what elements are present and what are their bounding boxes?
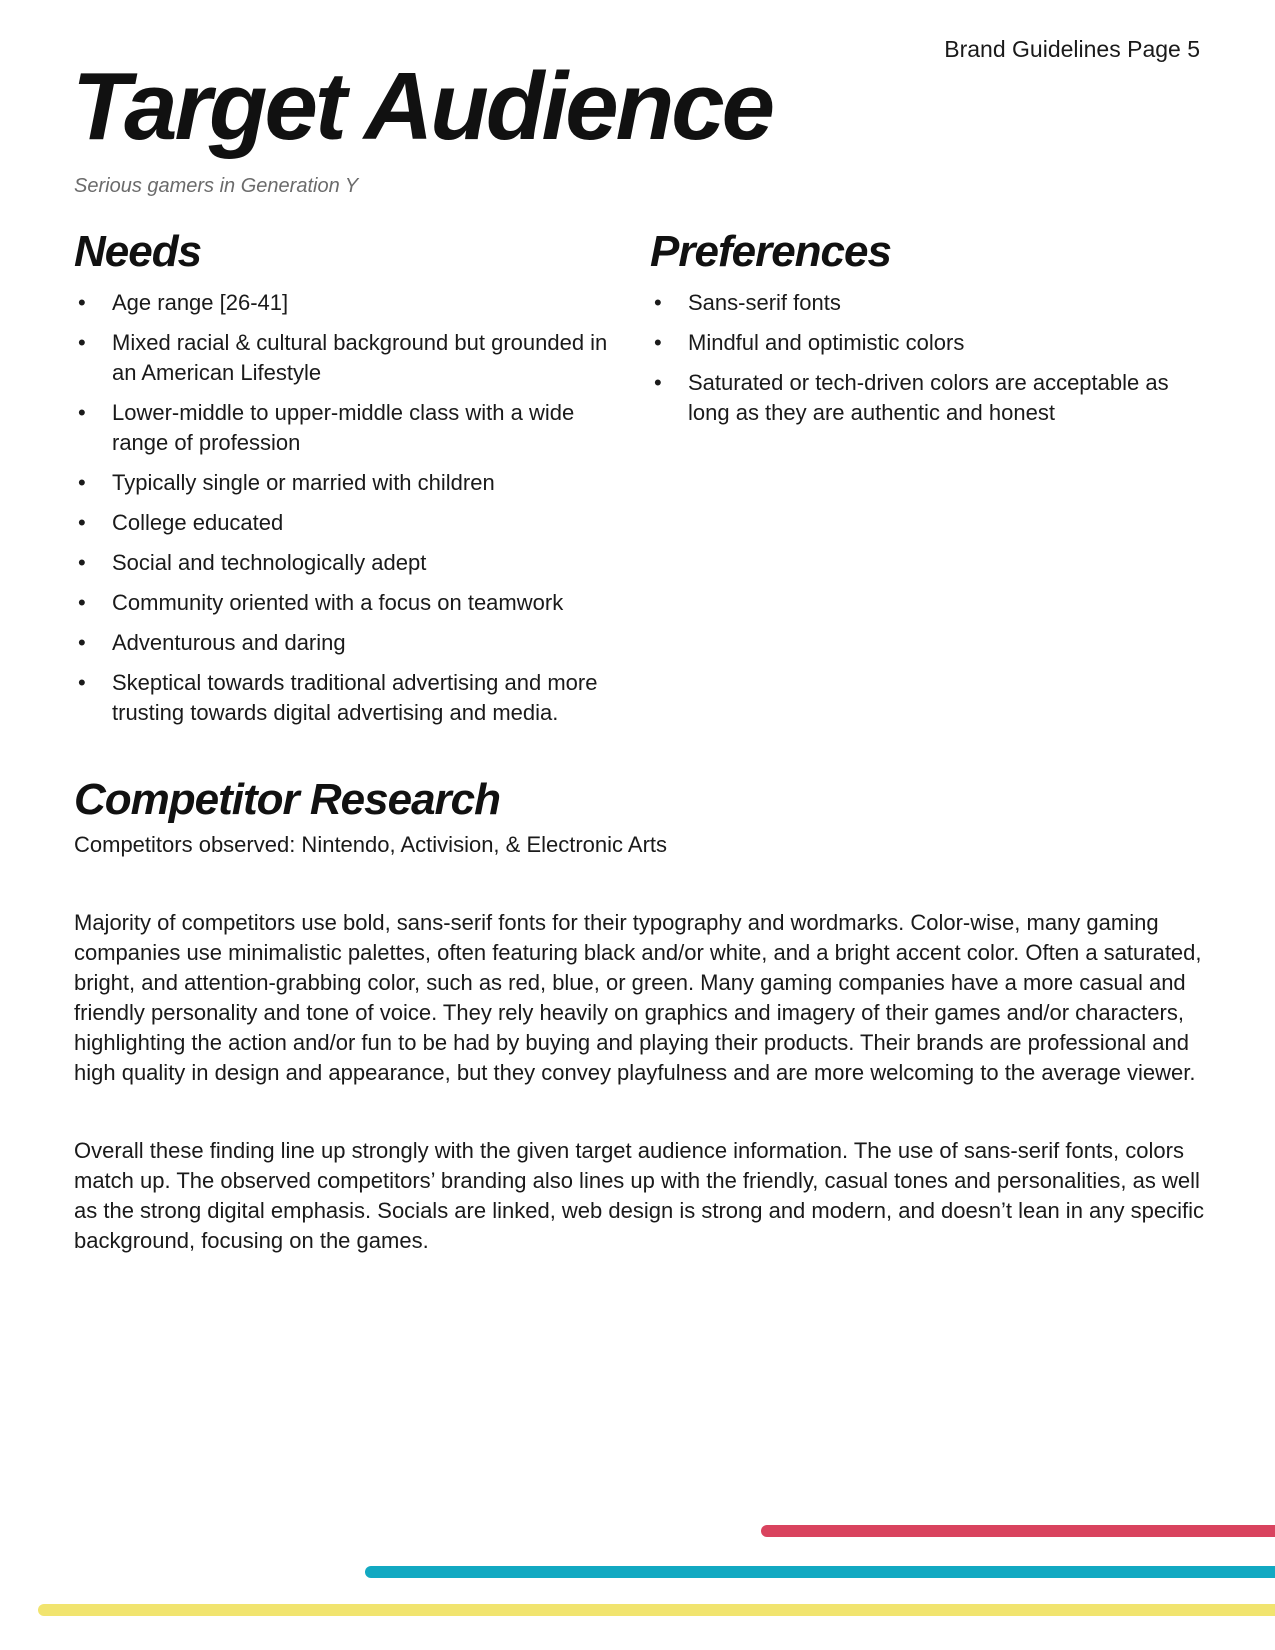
bullet-icon: •: [78, 330, 86, 356]
bullet-icon: •: [78, 290, 86, 316]
needs-heading: Needs: [74, 227, 202, 276]
list-item-text: Age range [26-41]: [112, 290, 289, 316]
list-item: [74, 288, 634, 318]
list-item-text: Typically single or married with children: [112, 470, 495, 496]
list-item: [650, 368, 1195, 428]
preferences-list: [650, 288, 1195, 428]
list-item-text: Social and technologically adept: [112, 550, 427, 576]
bullet-icon: •: [78, 470, 86, 496]
bullet-icon: •: [654, 290, 662, 316]
list-item: [650, 328, 1195, 358]
competitor-heading: Competitor Research: [74, 775, 501, 824]
bullet-icon: •: [78, 630, 86, 656]
list-item-text: Saturated or tech-driven colors are acceptable as long as they are authentic and honest: [688, 370, 1169, 426]
list-item-text: Skeptical towards traditional advertising and more trusting towards digital advertising and media.: [112, 670, 598, 726]
bullet-icon: •: [78, 510, 86, 536]
competitor-paragraph-1: Majority of competitors use bold, sans-serif fonts for their typography and wordmarks. Color-wise, many gaming companies use minimalistic palettes, often featuring black and/or white, and a bright accent color. Often a saturated, bright, and attention-grabbing color, such as red, blue, or green. Many gaming companies have a more casual and friendly personality and tone of voice. They rely heavily on graphics and imagery of their games and/or characters, highlighting the action and/or fun to be had by buying and playing their products. Their brands are professional and high quality in design and appearance, but they convey playfulness and are more welcoming to the average viewer.: [74, 910, 1202, 1086]
page-title: Target Audience: [72, 53, 773, 160]
list-item: [650, 288, 1195, 318]
decorative-yellow-stripe: [38, 1604, 1275, 1616]
list-item-text: Mixed racial & cultural background but grounded in an American Lifestyle: [112, 330, 608, 386]
preferences-section: [650, 228, 1195, 438]
list-item: [74, 398, 634, 458]
preferences-heading: Preferences: [650, 227, 891, 276]
bullet-icon: •: [78, 400, 86, 426]
page-label: Brand Guidelines Page 5: [944, 36, 1200, 62]
decorative-teal-stripe: [365, 1566, 1275, 1578]
needs-list: [74, 288, 634, 728]
bullet-icon: •: [78, 670, 86, 696]
decorative-red-stripe: [761, 1525, 1275, 1537]
bullet-icon: •: [78, 550, 86, 576]
bullet-icon: •: [654, 370, 662, 396]
list-item-text: Adventurous and daring: [112, 630, 346, 656]
needs-section: [74, 228, 634, 738]
list-item: [74, 328, 634, 388]
list-item-text: Community oriented with a focus on teamwork: [112, 590, 564, 616]
list-item: [74, 468, 634, 498]
list-item-text: Mindful and optimistic colors: [688, 330, 965, 356]
competitors-observed: Competitors observed: Nintendo, Activision, & Electronic Arts: [74, 832, 668, 858]
competitor-research-section: [74, 776, 1204, 1256]
list-item: [74, 628, 634, 658]
list-item: [74, 548, 634, 578]
list-item-text: Sans-serif fonts: [688, 290, 841, 316]
list-item: [74, 508, 634, 538]
list-item-text: Lower-middle to upper-middle class with a wide range of profession: [112, 400, 575, 456]
list-item: [74, 588, 634, 618]
list-item-text: College educated: [112, 510, 284, 536]
bullet-icon: •: [654, 330, 662, 356]
page-subtitle: Serious gamers in Generation Y: [74, 175, 359, 197]
list-item: [74, 668, 634, 728]
competitor-paragraph-2: Overall these finding line up strongly with the given target audience information. The use of sans-serif fonts, colors match up. The observed competitors’ branding also lines up with the friendly, casual tones and personalities, as well as the strong digital emphasis. Socials are linked, web design is strong and modern, and doesn’t lean in any specific background, focusing on the games.: [74, 1138, 1204, 1254]
bullet-icon: •: [78, 590, 86, 616]
